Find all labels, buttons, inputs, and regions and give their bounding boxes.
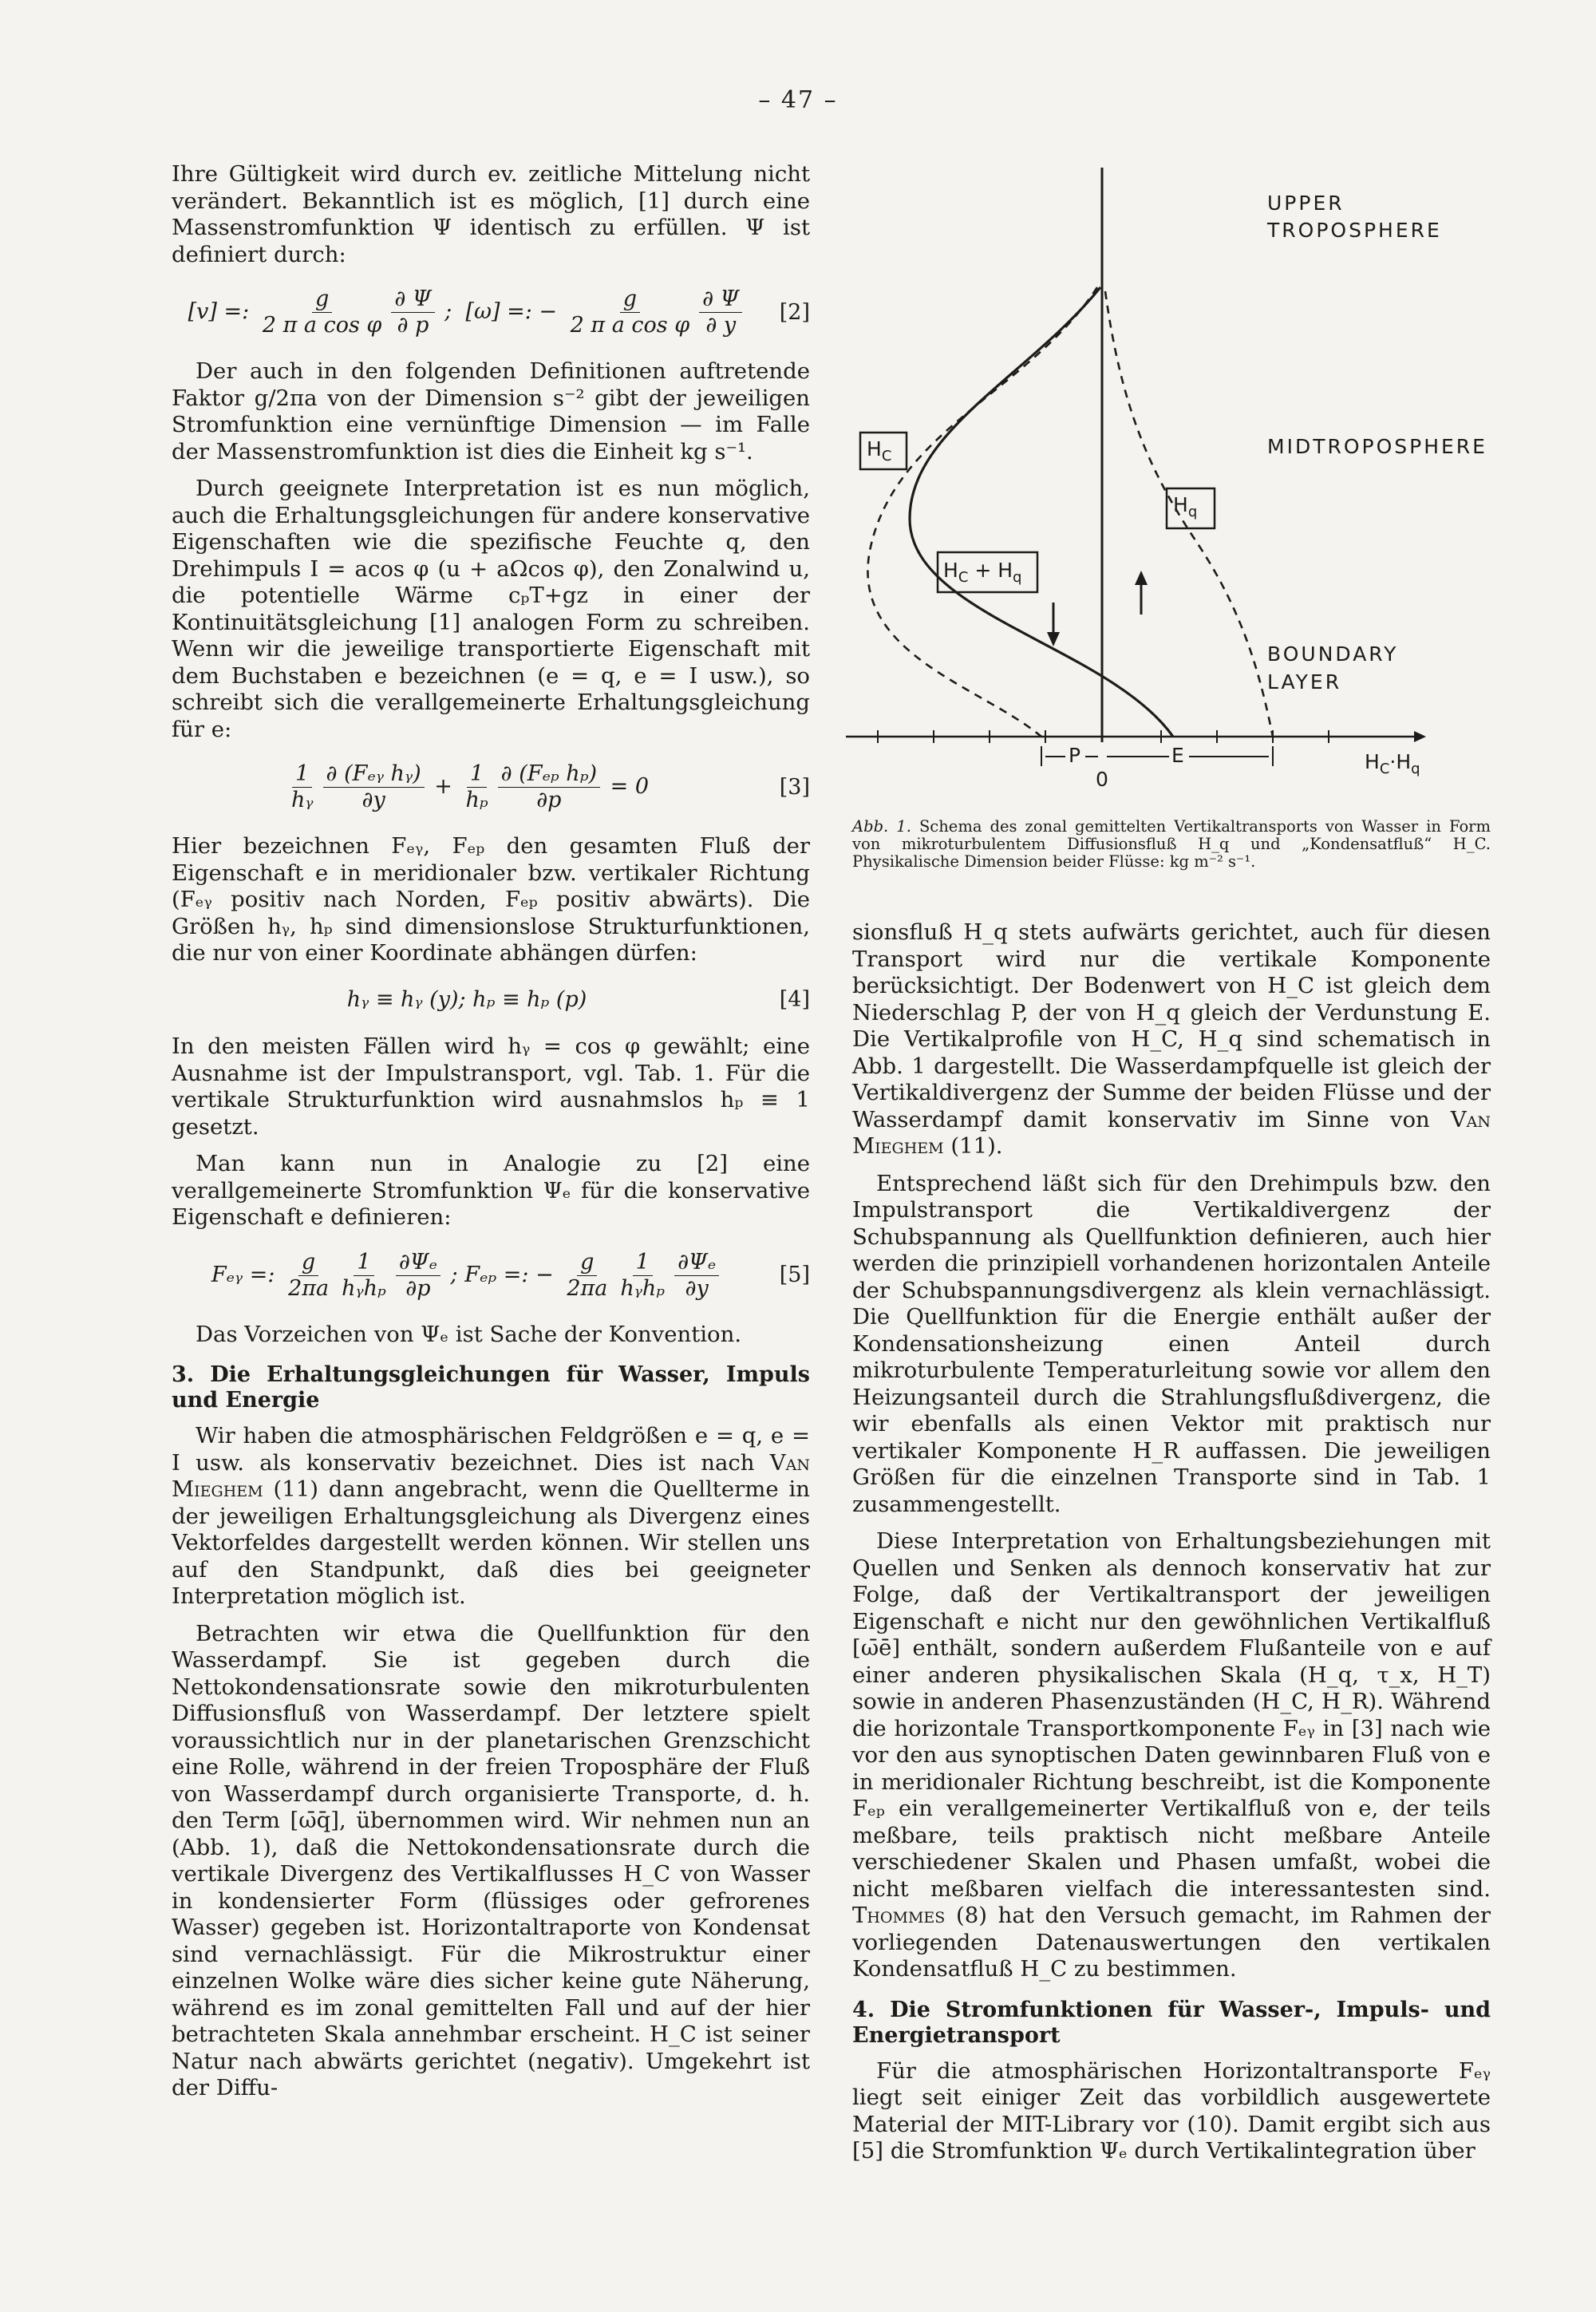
label-hq: $H_q$ xyxy=(1173,493,1198,520)
paragraph: Ihre Gültigkeit wird durch ev. zeitliche Mittelung nicht verändert. Bekanntlich ist es möglich, [1] durch eine Massenstromfunktion Ψ identisch zu erfüllen. Ψ ist definiert durch: xyxy=(172,161,810,267)
eq5-frac-e: $\frac{1}{\text{hᵧhₚ}}$ xyxy=(620,1249,666,1301)
paragraph: sionsfluß H_q stets aufwärts gerichtet, auch für diesen Transport wird nur die vertikale Komponente berücksichtigt. Der Bodenwert von H_C ist gleich dem Niederschlag P, der von H_q gleich der Verdunstung E. Die Vertikalprofile von H_C, H_q sind schematisch in Abb. 1 dargestellt. Die Wasserdampfquelle ist gleich der Vertikaldivergenz der Summe der beiden Flüsse und der Wasserdampf damit konservativ im Sinne von Van Mieghem (11). xyxy=(852,919,1491,1159)
right-column xyxy=(852,919,1491,2176)
eq3-frac2: $\frac{\text{∂ (Fₑᵧ hᵧ)}}{\partial y}$ xyxy=(323,762,425,812)
eq3-frac1: $\frac{1}{\text{hᵧ}}$ xyxy=(290,761,314,812)
label-layer: LAYER xyxy=(1267,670,1342,694)
eq2-sep: ; xyxy=(444,299,452,324)
label-troposphere: TROPOSPHERE xyxy=(1267,219,1442,242)
paragraph: In den meisten Fällen wird hᵧ = cos φ gewählt; eine Ausnahme ist der Impulstransport, vgl. Tab. 1. Für die vertikale Strukturfunktion wird ausnahmslos hₚ ≡ 1 gesetzt. xyxy=(172,1033,810,1140)
paragraph: Diese Interpretation von Erhaltungsbeziehungen mit Quellen und Senken als dennoch konservativ hat zur Folge, daß der Vertikaltransport der jeweiligen Eigenschaft e nicht nur den gewöhnlichen Vertikalfluß [ω̄ē] enthält, sondern außerdem Flußanteile von e auf einer anderen physikalischen Skala (H_q, τ_x, H_T) sowie in anderen Phasenzuständen (H_C, H_R). Während die horizontale Transportkomponente Fₑᵧ in [3] nach wie vor den aus synoptischen Daten gewinnbaren Fluß von e in meridionaler Richtung beschreibt, ist die Komponente Fₑₚ ein verallgemeinerter Vertikalfluß von e, der teils meßbare, teils praktisch nicht meßbare Anteile verschiedener Skalen und Phasen umfaßt, wobei die nicht meßbaren vielfach die interessantesten sind. Thommes (8) hat den Versuch gemacht, im Rahmen der vorliegenden Datenauswertungen den vertikalen Kondensatfluß H_C zu bestimmen. xyxy=(852,1528,1491,1982)
section-heading-3: 3. Die Erhaltungsgleichungen für Wasser, Impuls und Energie xyxy=(172,1362,810,1413)
paragraph: Hier bezeichnen Fₑᵧ, Fₑₚ den gesamten Fluß der Eigenschaft e in meridionaler bzw. vertikaler Richtung (Fₑᵧ positiv nach Norden, Fₑₚ positiv abwärts). Die Größen hᵧ, hₚ sind dimensionslose Strukturfunktionen, die nur von einer Koordinate abhängen dürfen: xyxy=(172,833,810,966)
paragraph: Betrachten wir etwa die Quellfunktion für den Wasserdampf. Sie ist gegeben durch die Nettokondensationsrate sowie den mikroturbulenten Diffusionsfluß von Wasserdampf. Der letztere spielt voraussichtlich nur in der planetarischen Grenzschicht eine Rolle, während in der freien Troposphäre der Fluß von Wasserdampf durch organisierte Transporte, d. h. den Term [ω̄q̄], übernommen wird. Wir nehmen nun an (Abb. 1), daß die Nettokondensationsrate durch die vertikale Divergenz des Vertikalflusses H_C von Wasser in kondensierter Form (flüssiges oder gefrorenes Wasser) gegeben ist. Horizontaltraporte von Kondensat sind vernachlässigt. Für die Mikrostruktur einer einzelnen Wolke wäre dies sicher keine gute Näherung, während es im zonal gemittelten Fall und auf der hier betrachteten Skala annehmbar erscheint. H_C ist seiner Natur nach abwärts gerichtet (negativ). Umgekehrt ist der Diffu- xyxy=(172,1620,810,2101)
left-column xyxy=(172,161,810,2112)
axis-arrow xyxy=(1414,731,1426,742)
eq5-frac-d: $\frac{g}{2\pi a}$ xyxy=(567,1249,608,1301)
eq2-frac1: $\frac{g}{\text{2 π a cos φ}}$ xyxy=(262,287,382,338)
label-boundary: BOUNDARY xyxy=(1267,642,1399,666)
equation-3 xyxy=(172,762,810,812)
label-hc-plus-hq: $H_C + H_q$ xyxy=(943,559,1022,586)
eq5-frac-c: $\frac{\text{∂Ψₑ}}{\partial p}$ xyxy=(396,1251,440,1301)
eq5-sep: ; Fₑₚ =: − xyxy=(450,1262,554,1287)
equation-number: [3] xyxy=(779,774,810,800)
paragraph: Entsprechend läßt sich für den Drehimpuls bzw. den Impulstransport die Vertikaldivergenz der Schubspannung als Quellfunktion definieren, auch hier werden die prinzipiell vorhandenen horizontalen Anteile der Schubspannungsdivergenz als klein vernachlässigt. Die Quellfunktion für die Energie enthält außer der Kondensationsheizung einen Anteil durch mikroturbulente Temperaturleitung sowie vor allem den Heizungsanteil durch die Strahlungsflußdivergenz, die wir ebenfalls als einen Vektor mit praktisch nur vertikaler Komponente H_R auffassen. Die jeweiligen Größen für die einzelnen Transporte sind in Tab. 1 zusammengestellt. xyxy=(852,1170,1491,1517)
paragraph: Wir haben die atmosphärischen Feldgrößen e = q, e = I usw. als konservativ bezeichnet. Dies ist nach Van Mieghem (11) dann angebracht, wenn die Quellterme in der jeweiligen Erhaltungsgleichung als Divergenz eines Vektorfeldes dargestellt werden können. Wir stellen uns auf den Standpunkt, daß dies bei geeigneter Interpretation möglich ist. xyxy=(172,1423,810,1609)
figure-caption: Abb. 1. Schema des zonal gemittelten Vertikaltransports von Wasser in Form von mikroturbulentem Diffusionsfluß H_q und „Kondensatfluß“ H_C. Physikalische Dimension beider Flüsse: kg m⁻² s⁻¹. xyxy=(852,817,1491,871)
equation-number: [5] xyxy=(779,1263,810,1288)
paragraph: Für die atmosphärischen Horizontaltransporte Fₑᵧ liegt seit einiger Zeit das vorbildlich ausgewertete Material der MIT-Library vor (10). Damit ergibt sich aus [5] die Stromfunktion Ψₑ durch Vertikalintegration über xyxy=(852,2057,1491,2164)
paragraph: Das Vorzeichen von Ψₑ ist Sache der Konvention. xyxy=(196,1321,742,1347)
label-zero: 0 xyxy=(1096,768,1108,791)
equation-number: [4] xyxy=(779,986,810,1012)
eq2-deriv2: $\frac{\partial \Psi}{\partial y}$ xyxy=(699,287,742,338)
eq3-rhs: = 0 xyxy=(610,774,650,799)
label-p: P xyxy=(1069,744,1081,767)
label-x-axis: $H_C\cdot H_q$ xyxy=(1365,750,1420,777)
upward-arrow xyxy=(1135,571,1148,615)
downward-arrow xyxy=(1047,603,1060,646)
hc-curve xyxy=(867,287,1097,737)
figure-1 xyxy=(846,168,1500,830)
label-upper: UPPER xyxy=(1267,192,1345,215)
label-e: E xyxy=(1171,744,1184,767)
equation-number: [2] xyxy=(779,299,810,325)
label-midtroposphere: MIDTROPOSPHERE xyxy=(1267,435,1487,458)
eq2-lhs1: [v] =: xyxy=(188,299,250,324)
section-heading-4: 4. Die Stromfunktionen für Wasser-, Impuls- und Energietransport xyxy=(852,1997,1491,2048)
page-number: – 47 – xyxy=(758,86,838,114)
hc-plus-hq-curve xyxy=(910,287,1173,737)
eq3-plus: + xyxy=(434,774,452,799)
eq2-frac2: $\frac{g}{\text{2 π a cos φ}}$ xyxy=(570,287,690,338)
equation-4: hᵧ ≡ hᵧ (y); hₚ ≡ hₚ (p) [4] xyxy=(346,986,810,1012)
equation-2 xyxy=(172,287,810,338)
eq5-frac-b: $\frac{1}{\text{hᵧhₚ}}$ xyxy=(342,1249,386,1301)
eq5-lhs1: Fₑᵧ =: xyxy=(211,1262,275,1287)
eq3-frac4: $\frac{\text{∂ (Fₑₚ hₚ)}}{\partial p}$ xyxy=(498,762,600,812)
paragraph: Durch geeignete Interpretation ist es nun möglich, auch die Erhaltungsgleichungen für andere konservative Eigenschaften wie die spezifische Feuchte q, den Drehimpuls I = acos φ (u + aΩcos φ), den Zonalwind u, die potentielle Wärme cₚT+gz in einer der Kontinuitätsgleichung [1] analogen Form zu schreiben. Wenn wir die jeweilige transportierte Eigenschaft mit dem Buchstaben e bezeichnen (e = q, e = I usw.), so schreibt sich die verallgemeinerte Erhaltungsgleichung für e: xyxy=(172,476,810,742)
equation-5 xyxy=(172,1251,810,1301)
paragraph: Man kann nun in Analogie zu [2] eine verallgemeinerte Stromfunktion Ψₑ für die konservative Eigenschaft e definieren: xyxy=(172,1151,810,1230)
eq5-frac-a: $\frac{g}{2\pi a}$ xyxy=(288,1249,330,1301)
eq3-frac3: $\frac{1}{\text{hₚ}}$ xyxy=(465,761,488,812)
eq5-frac-f: $\frac{\text{∂Ψₑ}}{\partial y}$ xyxy=(674,1251,719,1301)
eq2-lhs2: [ω] =: − xyxy=(465,299,558,324)
eq2-deriv1: $\frac{\partial \Psi}{\partial p}$ xyxy=(391,287,434,338)
label-hc: $H_C$ xyxy=(867,437,892,464)
paragraph: Der auch in den folgenden Definitionen auftretende Faktor g/2πa von der Dimension s⁻² gibt der jeweiligen Stromfunktion eine vernünftige Dimension — im Falle der Massenstromfunktion ist dies die Einheit kg s⁻¹. xyxy=(172,358,810,464)
